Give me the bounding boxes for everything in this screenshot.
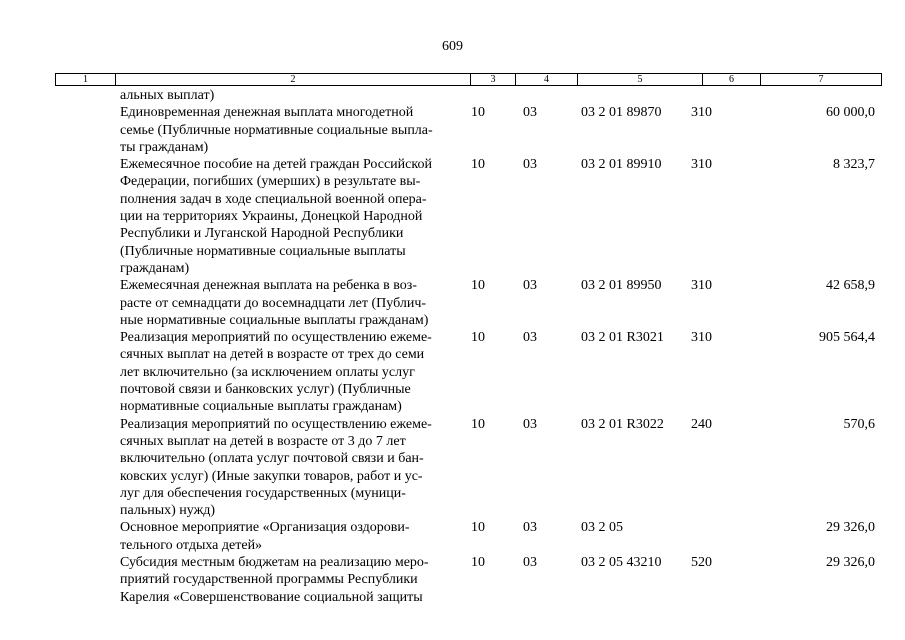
- table-row: [55, 87, 881, 104]
- expense-name-line: ты гражданам): [120, 139, 209, 155]
- expense-name-line: полнения задач в ходе специальной военной опера-: [120, 191, 427, 207]
- amount-value: 42 658,9: [826, 278, 875, 294]
- subsection-code: 03: [523, 330, 537, 346]
- header-col-5: 5: [578, 74, 703, 86]
- expense-name-line: Субсидия местным бюджетам на реализацию меро-: [120, 555, 429, 571]
- budget-rows: [55, 87, 881, 606]
- subsection-code: 03: [523, 555, 537, 571]
- expense-name-line: Федерации, погибших (умерших) в результате вы-: [120, 174, 421, 190]
- expense-name-line: Карелия «Совершенствование социальной защиты: [120, 589, 423, 605]
- expense-name-line: семье (Публичные нормативные социальные выпла-: [120, 122, 433, 138]
- header-col-3: 3: [471, 74, 516, 86]
- expense-name-line: (Публичные нормативные социальные выплаты: [120, 243, 406, 259]
- header-col-7: 7: [761, 74, 882, 86]
- expense-name: [120, 329, 468, 415]
- expense-name-line: нормативные социальные выплаты гражданам): [120, 399, 402, 415]
- expense-name-line: Ежемесячная денежная выплата на ребенка в воз-: [120, 278, 417, 294]
- expense-name-line: ции на территориях Украины, Донецкой Народной: [120, 209, 423, 225]
- expense-name-line: ные нормативные социальные выплаты гражданам): [120, 312, 429, 328]
- expense-type-code: 310: [691, 278, 712, 294]
- expense-name: [120, 554, 468, 606]
- subsection-code: 03: [523, 157, 537, 173]
- page-number: 609: [442, 39, 463, 54]
- expense-name-line: Республики и Луганской Народной Республики: [120, 226, 404, 242]
- target-article-code: 03 2 01 R3022: [581, 416, 664, 432]
- section-code: 10: [471, 278, 485, 294]
- section-code: 10: [471, 105, 485, 121]
- amount-value: 29 326,0: [826, 520, 875, 536]
- expense-name-line: лет включительно (за исключением оплаты услуг: [120, 364, 415, 380]
- expense-name-line: приятий государственной программы Республики: [120, 572, 418, 588]
- target-article-code: 03 2 01 89910: [581, 157, 662, 173]
- expense-name-line: Основное мероприятие «Организация оздорови-: [120, 520, 410, 536]
- expense-name-line: почтовой связи и банковских услуг) (Публичные: [120, 382, 411, 398]
- table-row: [55, 156, 881, 277]
- target-article-code: 03 2 01 89950: [581, 278, 662, 294]
- amount-value: 905 564,4: [819, 330, 875, 346]
- expense-name-line: сячных выплат на детей в возрасте от 3 до 7 лет: [120, 433, 406, 449]
- expense-name: [120, 519, 468, 554]
- expense-name-line: Ежемесячное пособие на детей граждан Российской: [120, 157, 432, 173]
- column-number-header: [55, 73, 882, 86]
- expense-name: [120, 277, 468, 329]
- header-col-6: 6: [703, 74, 761, 86]
- header-col-4: 4: [516, 74, 578, 86]
- table-row: [55, 416, 881, 520]
- amount-value: 60 000,0: [826, 105, 875, 121]
- expense-name-line: альных выплат): [120, 88, 215, 103]
- table-row: [55, 104, 881, 156]
- section-code: 10: [471, 330, 485, 346]
- expense-name-line: Реализация мероприятий по осуществлению ежеме-: [120, 330, 432, 346]
- expense-name-line: сячных выплат на детей в возрасте от трех до семи: [120, 347, 425, 363]
- expense-name-line: Единовременная денежная выплата многодетной: [120, 105, 414, 121]
- subsection-code: 03: [523, 105, 537, 121]
- expense-type-code: 520: [691, 555, 712, 571]
- amount-value: 29 326,0: [826, 555, 875, 571]
- target-article-code: 03 2 05: [581, 520, 623, 536]
- expense-name-line: расте от семнадцати до восемнадцати лет (Публич-: [120, 295, 427, 311]
- expense-type-code: 310: [691, 330, 712, 346]
- header-row: [56, 74, 882, 86]
- header-col-2: 2: [116, 74, 471, 86]
- expense-name-line: включительно (оплата услуг почтовой связи и бан-: [120, 451, 424, 467]
- subsection-code: 03: [523, 278, 537, 294]
- table-row: [55, 554, 881, 606]
- subsection-code: 03: [523, 416, 537, 432]
- expense-name-line: гражданам): [120, 260, 190, 276]
- expense-name: [120, 87, 468, 104]
- expense-name-line: луг для обеспечения государственных (муници-: [120, 485, 406, 501]
- expense-name-line: пальных) нужд): [120, 503, 216, 519]
- section-code: 10: [471, 157, 485, 173]
- expense-name: [120, 416, 468, 520]
- table-row: [55, 277, 881, 329]
- expense-type-code: 310: [691, 157, 712, 173]
- expense-name-line: Реализация мероприятий по осуществлению ежеме-: [120, 416, 432, 432]
- expense-name-line: тельного отдыха детей»: [120, 537, 263, 553]
- table-row: [55, 519, 881, 554]
- target-article-code: 03 2 01 R3021: [581, 330, 664, 346]
- expense-type-code: 240: [691, 416, 712, 432]
- subsection-code: 03: [523, 520, 537, 536]
- expense-name: [120, 156, 468, 277]
- target-article-code: 03 2 05 43210: [581, 555, 662, 571]
- expense-name-line: ковских услуг) (Иные закупки товаров, работ и ус-: [120, 468, 423, 484]
- expense-type-code: 310: [691, 105, 712, 121]
- amount-value: 8 323,7: [833, 157, 875, 173]
- header-col-1: 1: [56, 74, 116, 86]
- section-code: 10: [471, 555, 485, 571]
- section-code: 10: [471, 416, 485, 432]
- target-article-code: 03 2 01 89870: [581, 105, 662, 121]
- expense-name: [120, 104, 468, 156]
- amount-value: 570,6: [843, 416, 875, 432]
- table-row: [55, 329, 881, 415]
- section-code: 10: [471, 520, 485, 536]
